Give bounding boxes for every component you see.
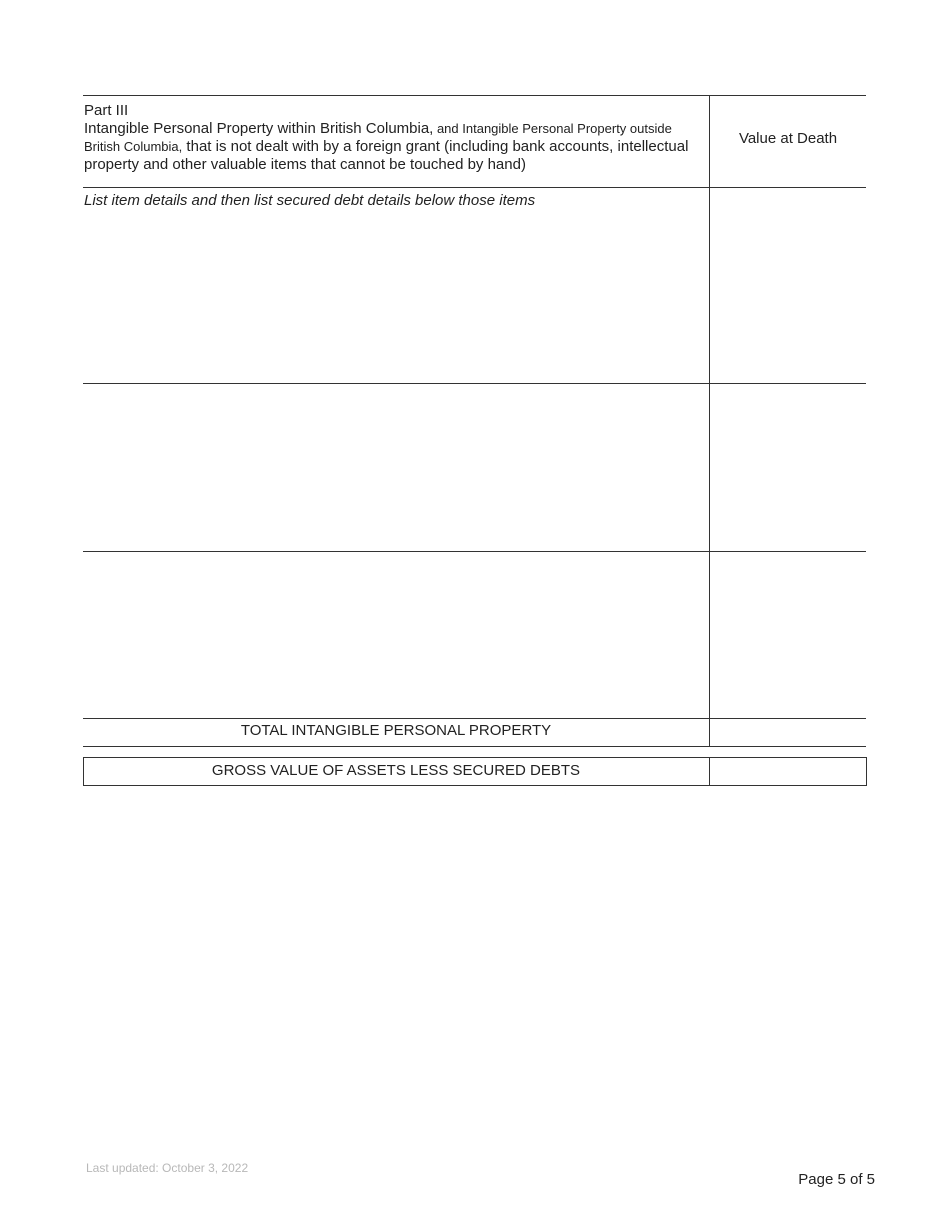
row-divider (83, 383, 866, 384)
item-details-cell[interactable] (84, 553, 708, 717)
page-number: Page 5 of 5 (798, 1171, 875, 1188)
part-title-segment: that is not dealt with by a foreign grant (including bank accounts, intellectual property and other valuable items that cannot be touched by hand) (84, 138, 689, 173)
gross-column-divider (709, 757, 710, 786)
header-bottom-border (83, 187, 866, 188)
item-details-cell[interactable] (84, 385, 708, 550)
part-title (84, 120, 704, 174)
list-instructions: List item details and then list secured debt details below those items (84, 192, 536, 209)
row-divider (83, 718, 866, 719)
total-intangible-value[interactable] (711, 720, 865, 745)
part-header (84, 102, 704, 174)
value-cell[interactable] (711, 385, 865, 550)
item-details-cell[interactable] (84, 212, 708, 382)
part-title-segment: and Intangible Personal Property outside British Columbia, (84, 121, 672, 154)
total-intangible-label: TOTAL INTANGIBLE PERSONAL PROPERTY (240, 722, 552, 739)
value-at-death-header: Value at Death (738, 130, 838, 147)
table-top-border (83, 95, 866, 96)
column-divider (709, 95, 710, 747)
part-title-segment: Intangible Personal Property within British Columbia, (84, 120, 434, 137)
value-cell[interactable] (711, 553, 865, 717)
total-bottom-border (83, 746, 866, 747)
last-updated: Last updated: October 3, 2022 (86, 1161, 249, 1175)
value-cell[interactable] (711, 189, 865, 382)
gross-value-field[interactable] (711, 759, 865, 784)
part-label: Part III (84, 102, 129, 119)
row-divider (83, 551, 866, 552)
gross-value-label: GROSS VALUE OF ASSETS LESS SECURED DEBTS (211, 762, 581, 779)
